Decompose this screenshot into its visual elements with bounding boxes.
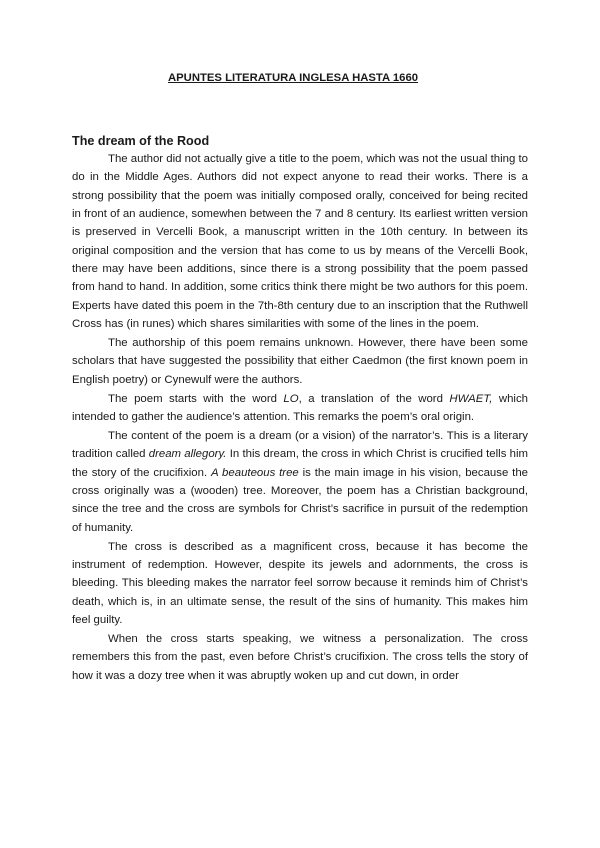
text-run: , a translation of the word — [298, 392, 450, 405]
italic-term-dream-allegory: dream allegory. — [148, 448, 227, 461]
paragraph-authorship-origin — [72, 150, 528, 333]
text-run: The authorship of this poem remains unknown. However, there have been some scholars that have suggested the possibility that either Caedmon (the first known poem in English poetry) or Cynewulf were the authors. — [72, 337, 528, 386]
text-run: The author did not actually give a title to the poem, which was not the usual thing to do in the Middle Ages. Authors did not expect anyone to read their works. There is a strong possibility that the poem was initially composed orally, conceived for being recited in front of an audience, somewhen between the 7 and 8 century. Its earliest written version is preserved in Vercelli Book, a manuscript written in the 10th century. In between its original composition and the version that has come to us by means of the Vercelli Book, there may have been additions, since there is a strong possibility that the poem passed from hand to hand. In addition, some critics think there might be two authors for this poem. Experts have dated this poem in the 7th-8th century due to an inscription that the Ruthwell Cross has (in runes) which shares similarities with some of the lines in the poem. — [72, 153, 528, 331]
text-run: is the main image in his vision, because the cross originally was a (wooden) tree. Moreover, the poem has a Christian background, since the tree and the cross are symbols for Christ’s sacrifice in pursuit of the redemption of humanity. — [72, 466, 528, 534]
document-body — [72, 133, 528, 686]
paragraph-dream-content — [72, 427, 528, 537]
text-run: When the cross starts speaking, we witness a personalization. The cross remembers this from the past, even before Christ’s crucifixion. The cross tells the story of how it was a dozy tree when it was abruptly woken up and cut down, in order — [72, 632, 528, 682]
paragraph-cross-description — [72, 538, 528, 630]
text-run: which intended to gather the audience’s attention. This remarks the poem’s oral origin. — [72, 392, 528, 423]
italic-term-lo: LO — [283, 392, 299, 405]
italic-term-beauteous-tree: A beauteous tree — [211, 466, 299, 479]
paragraph-unknown-author — [72, 334, 528, 389]
italic-term-hwaet: HWAET, — [449, 392, 493, 405]
document-title: APUNTES LITERATURA INGLESA HASTA 1660 — [167, 72, 419, 84]
text-run: In this dream, the cross in which Christ is crucified tells him the story of the crucifixion. — [72, 448, 528, 479]
text-run: The poem starts with the word — [108, 392, 284, 405]
section-heading: The dream of the Rood — [72, 134, 210, 148]
paragraph-opening-word — [72, 390, 528, 427]
text-run: The content of the poem is a dream (or a vision) of the narrator’s. This is a literary tradition called — [72, 429, 528, 461]
text-run: The cross is described as a magnificent cross, because it has become the instrument of redemption. However, despite its jewels and adornments, the cross is bleeding. This bleeding makes the narrator feel sorrow because it reminds him of Christ’s death, which is, in an ultimate sense, the result of the sins of humanity. This makes him feel guilty. — [72, 540, 528, 626]
paragraph-cross-speaking — [72, 630, 528, 685]
